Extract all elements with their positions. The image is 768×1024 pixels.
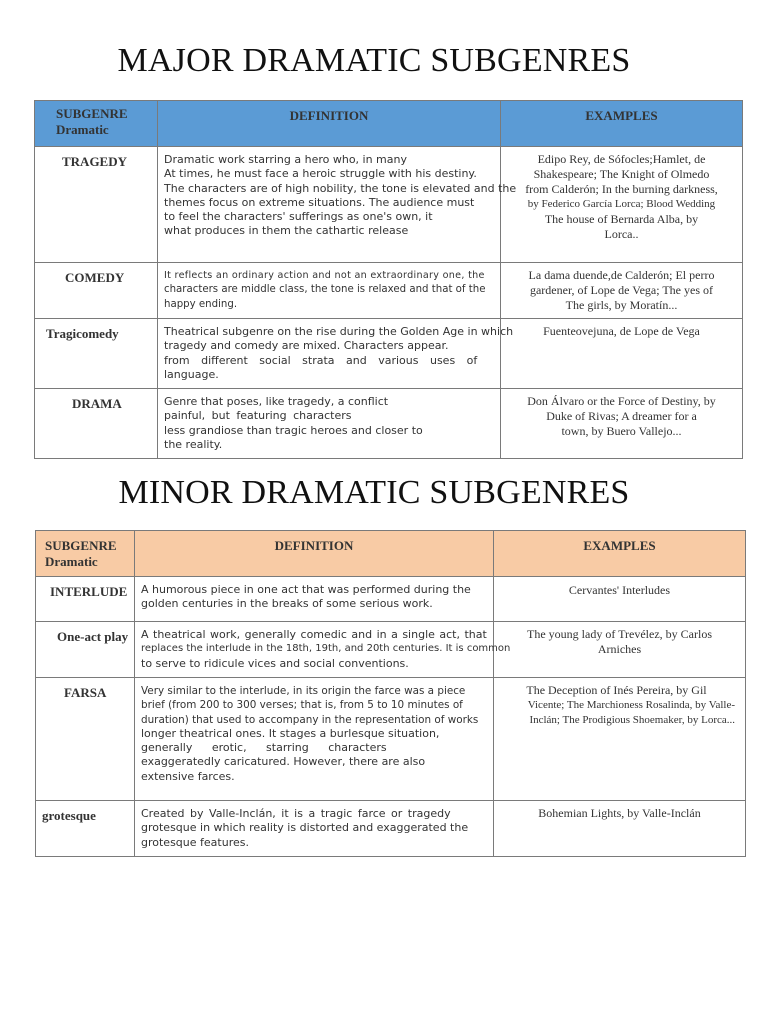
examples-cell [494,678,746,801]
minor-subgenres-title: MINOR DRAMATIC SUBGENRES [118,474,630,511]
definition-line: A humorous piece in one act that was performed during the [141,583,471,596]
example-line: Lorca.. [604,227,639,241]
example-line: Edipo Rey, de Sófocles;Hamlet, de [537,152,706,166]
header-dramatic-label: Dramatic [45,554,98,569]
definition-line: It reflects an ordinary action and not an extraordinary one, the [164,270,485,281]
major-subgenres-title: MAJOR DRAMATIC SUBGENRES [117,42,631,79]
header-subgenre-label: SUBGENRE [56,106,128,121]
definition-column-header: DEFINITION [158,101,501,147]
definition-cell [135,801,494,857]
example-line: Bohemian Lights, by Valle-Inclán [538,806,701,820]
definition-line: A theatrical work, generally comedic and in a single act, that [141,628,487,641]
example-line: from Calderón; In the burning darkness, [525,182,718,196]
definition-line: themes focus on extreme situations. The audience must [164,195,475,209]
definition-line: Genre that poses, like tragedy, a conflict [164,395,389,408]
examples-cell [501,389,743,459]
table-header-row [35,101,743,147]
subgenre-cell: COMEDY [35,263,158,319]
definition-line: At times, he must face a heroic struggle with his destiny. [164,167,477,181]
table-row [35,263,743,319]
example-line: town, by Buero Vallejo... [561,424,682,438]
header-dramatic-label: Dramatic [56,122,109,137]
table-row [35,319,743,389]
example-line: The girls, by Moratín... [565,298,678,312]
example-line: Fuenteovejuna, de Lope de Vega [543,324,700,338]
examples-cell [494,622,746,678]
header-subgenre-label: SUBGENRE [45,538,117,553]
definition-line: happy ending. [164,298,238,310]
definition-line: the reality. [164,437,223,451]
definition-line: to feel the characters' sufferings as one's own, it [164,210,433,224]
example-line: La dama duende,de Calderón; El perro [528,268,715,282]
definition-line: language. [164,367,219,381]
definition-cell [135,678,494,801]
definition-line: grotesque in which reality is distorted and exaggerated the [141,821,469,835]
example-line: Cervantes' Interludes [568,583,671,597]
definition-cell [135,577,494,622]
definition-line: longer theatrical ones. It stages a burlesque situation, [141,726,440,740]
subgenre-cell: DRAMA [35,389,158,459]
examples-cell [494,801,746,857]
definition-line: grotesque features. [141,835,249,849]
definition-cell [158,319,514,389]
subgenre-cell: TRAGEDY [35,147,158,263]
example-line: Arniches [597,642,642,656]
definition-line: tragedy and comedy are mixed. Characters appear. [164,339,449,353]
table-row [35,147,743,263]
definition-line: to serve to ridicule vices and social conventions. [141,656,409,670]
examples-cell [501,263,743,319]
definition-line: from different social strata and various uses of [164,353,478,367]
table-row [36,678,746,801]
minor-subgenres-table [35,530,746,857]
example-line: Vicente; The Marchioness Rosalinda, by Valle- [527,699,735,711]
subgenre-cell: One-act play [36,622,135,678]
definition-cell [158,389,501,459]
definition-line: painful, but featuring characters [164,409,352,423]
table-row [36,801,746,857]
examples-cell [501,319,743,389]
subgenre-column-header [36,531,135,577]
example-line: Don Álvaro or the Force of Destiny, by [527,394,716,408]
definition-line: duration) that used to accompany in the representation of works [141,713,479,726]
definition-line: Created by Valle-Inclán, it is a tragic farce or tragedy [141,807,451,820]
major-subgenres-table [34,100,743,459]
definition-line: Theatrical subgenre on the rise during the Golden Age in which [164,325,514,338]
example-line: The house of Bernarda Alba, by [544,212,699,226]
definition-line: characters are middle class, the tone is relaxed and that of the [164,284,486,296]
table-row [35,389,743,459]
subgenre-cell: FARSA [36,678,135,801]
definition-line: golden centuries in the breaks of some serious work. [141,597,433,611]
table-header-row [36,531,746,577]
definition-line: extensive farces. [141,769,235,783]
example-line: by Federico García Lorca; Blood Wedding [527,198,716,210]
subgenre-cell: Tragicomedy [35,319,158,389]
examples-column-header: EXAMPLES [501,101,743,147]
subgenre-cell: grotesque [36,801,135,857]
definition-cell [158,147,517,263]
definition-column-header: DEFINITION [135,531,494,577]
examples-cell [494,577,746,622]
definition-line: brief (from 200 to 300 verses; that is, from 5 to 10 minutes of [141,699,463,712]
definition-line: Dramatic work starring a hero who, in many [164,153,407,166]
example-line: Duke of Rivas; A dreamer for a [546,409,697,423]
example-line: The Deception of Inés Pereira, by Gil [526,683,707,697]
definition-line: Very similar to the interlude, in its origin the farce was a piece [141,685,466,697]
definition-line: exaggeratedly caricatured. However, there are also [141,755,426,769]
definition-line: generally erotic, starring characters [141,741,387,755]
subgenre-column-header [35,101,158,147]
definition-line: what produces in them the cathartic release [164,224,409,238]
example-line: gardener, of Lope de Vega; The yes of [529,283,713,297]
example-line: Shakespeare; The Knight of Olmedo [533,167,710,181]
definition-cell [158,263,501,319]
table-row [36,577,746,622]
examples-column-header: EXAMPLES [494,531,746,577]
definition-line: less grandiose than tragic heroes and closer to [164,423,423,437]
definition-cell [135,622,511,678]
subgenre-cell: INTERLUDE [36,577,135,622]
example-line: Inclán; The Prodigious Shoemaker, by Lorca... [529,714,735,726]
definition-line: The characters are of high nobility, the tone is elevated and the [164,181,517,195]
table-row [36,622,746,678]
example-line: The young lady of Trevélez, by Carlos [527,627,712,641]
examples-cell [501,147,743,263]
definition-line: replaces the interlude in the 18th, 19th, and 20th centuries. It is common [141,643,511,655]
